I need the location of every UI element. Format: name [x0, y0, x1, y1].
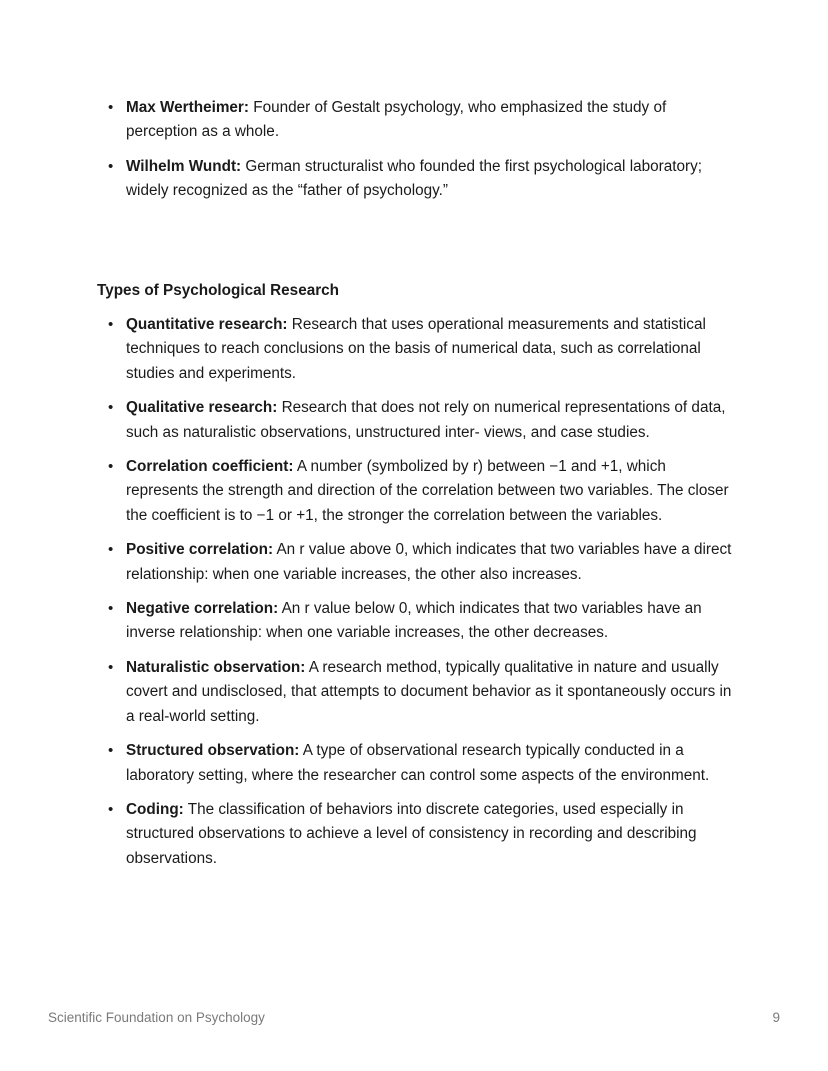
- term: Qualitative research:: [126, 399, 278, 417]
- list-item: [108, 739, 732, 788]
- page-number: 9: [772, 1010, 780, 1025]
- definition: Founder of Gestalt psychology, who emphasized the study of perception as a whole.: [126, 99, 667, 141]
- list-item: [108, 538, 732, 587]
- definition: Research that does not rely on numerical representations of data, such as naturalistic observations, unstructured inter- views, and case studies.: [126, 399, 726, 441]
- list-item: [108, 798, 732, 871]
- bullet-icon: •: [108, 399, 114, 417]
- list-item: [108, 396, 732, 445]
- footer-title: Scientific Foundation on Psychology: [48, 1010, 265, 1025]
- term: Negative correlation:: [126, 600, 279, 618]
- term: Naturalistic observation:: [126, 658, 306, 676]
- term: Quantitative research:: [126, 316, 288, 333]
- bullet-icon: •: [108, 541, 114, 559]
- bullet-icon: •: [108, 316, 114, 333]
- definition: A research method, typically qualitative in nature and usually covert and undisclosed, that attempts to document behavior as it spontaneously occurs in a real-world setting.: [126, 658, 732, 725]
- list-item: [108, 313, 732, 386]
- term: Correlation coefficient:: [126, 458, 294, 476]
- term: Positive correlation:: [126, 541, 274, 559]
- term: Structured observation:: [126, 742, 300, 760]
- term: Coding:: [126, 800, 184, 818]
- list-item: [108, 597, 732, 646]
- definition: An r value below 0, which indicates that two variables have an inverse relationship: when one variable increases, the other decreases.: [126, 600, 702, 642]
- definition: An r value above 0, which indicates that two variables have a direct relationship: when one variable increases, the other also increases.: [126, 541, 732, 583]
- list-item: [108, 96, 732, 145]
- definition: A type of observational research typically conducted in a laboratory setting, where the researcher can control some aspects of the environment.: [126, 742, 710, 784]
- term: Wilhelm Wundt:: [126, 157, 242, 175]
- term: Max Wertheimer:: [126, 99, 249, 116]
- bullet-icon: •: [108, 658, 114, 676]
- bullet-icon: •: [108, 458, 114, 476]
- bullet-icon: •: [108, 800, 114, 818]
- list-item: [108, 455, 732, 528]
- definition: A number (symbolized by r) between −1 and +1, which represents the strength and direction of the correlation between two variables. The closer the coefficient is to −1 or +1, the stronger the correlation between the variables.: [126, 458, 729, 524]
- definition: German structuralist who founded the first psychological laboratory; widely recognized as the “father of psychology.”: [126, 157, 702, 200]
- definition: The classification of behaviors into discrete categories, used especially in structured observations to achieve a level of consistency in recording and describing observations.: [126, 800, 697, 867]
- list-item: [108, 656, 732, 729]
- bullet-icon: •: [108, 600, 114, 618]
- people-list: [108, 96, 732, 214]
- bullet-icon: •: [108, 99, 114, 116]
- research-types-list: [108, 313, 732, 881]
- section-heading: Types of Psychological Research: [97, 282, 340, 299]
- list-item: [108, 155, 732, 204]
- bullet-icon: •: [108, 742, 114, 760]
- bullet-icon: •: [108, 157, 114, 175]
- definition: Research that uses operational measurements and statistical techniques to reach conclusions on the basis of numerical data, such as correlational studies and experiments.: [126, 316, 706, 382]
